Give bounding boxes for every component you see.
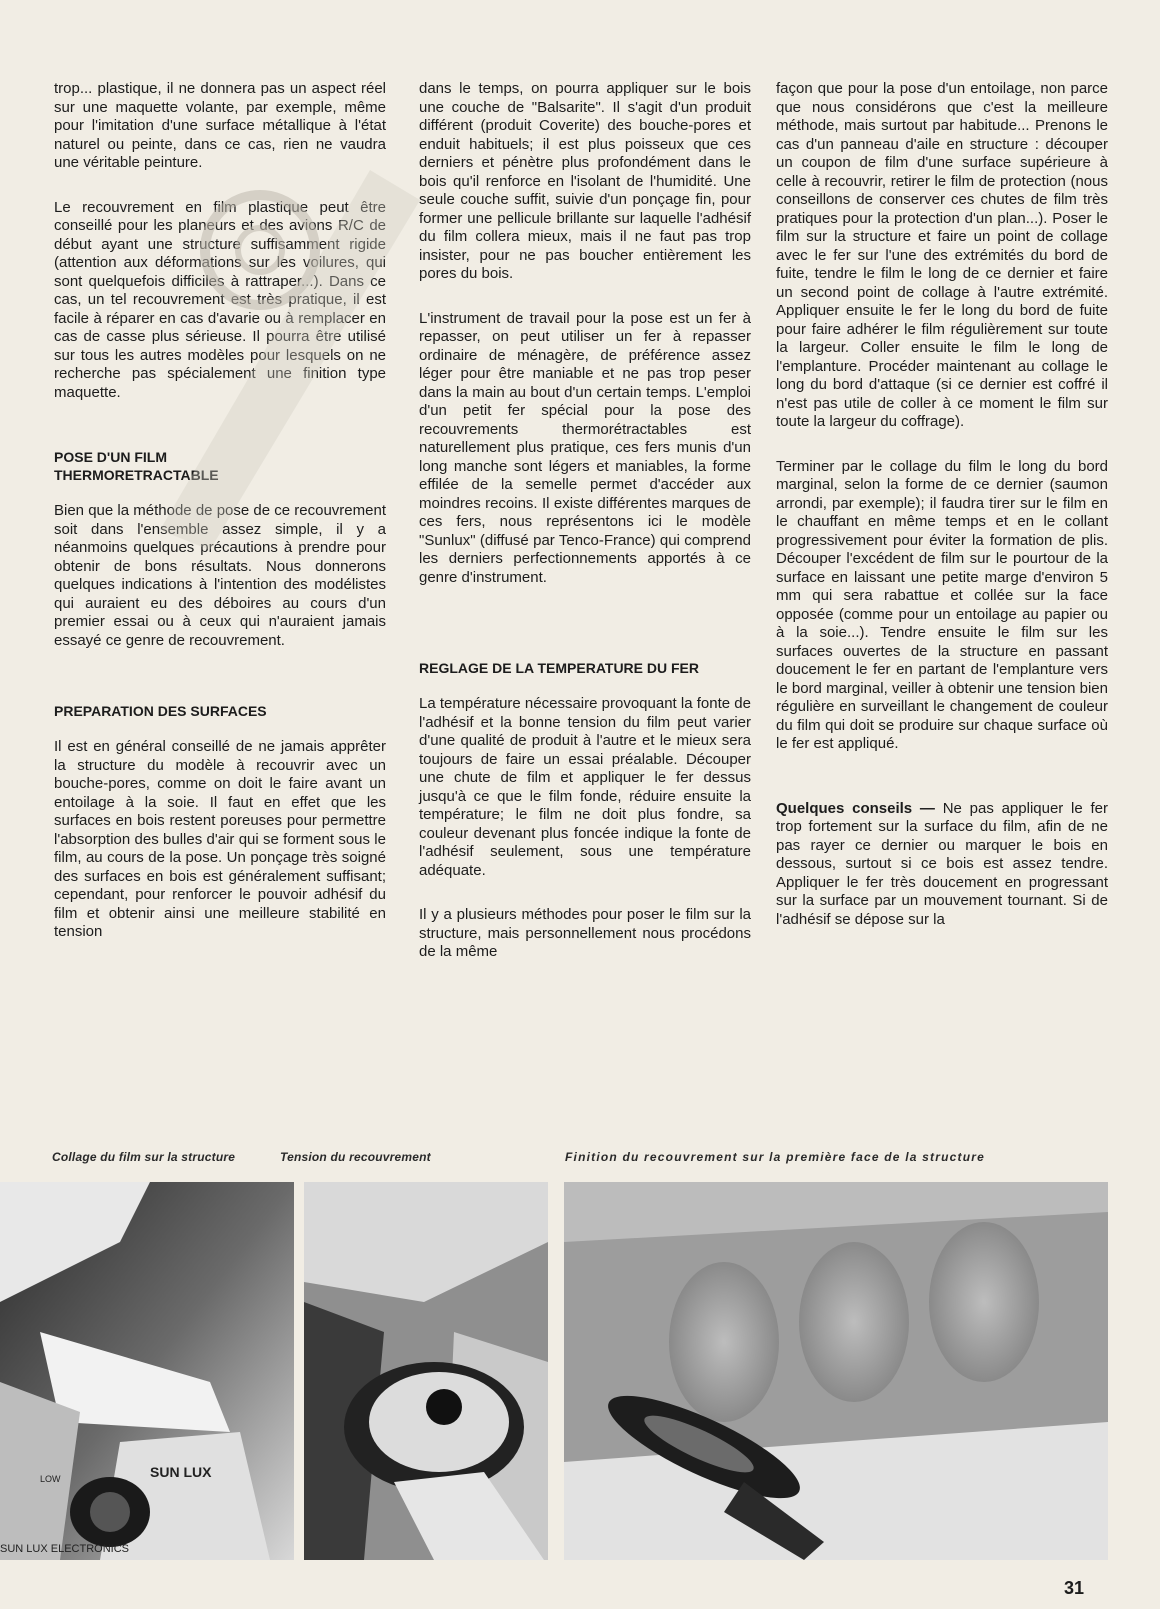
paragraph: dans le temps, on pourra appliquer sur le bois une couche de "Balsarite". Il s'agit d'un produit différent (produit Coverite) des bouche-pores et enduit habituels; il est plus poisseux que ces derniers et pénètre plus profondément dans le bois qu'il renforce en l'isolant de l'humidité. Une seule couche suffit, suivie d'un ponçage fin, pour former une pellicule brillante sur laquelle l'adhésif du film collera mieux, mais il ne faut pas trop insister, pour ne pas boucher entièrement les pores du bois. [419,80,751,282]
lead-in: Quelques conseils — [776,799,935,817]
photo-caption-3: Finition du recouvrement sur la première face de la structure [565,1150,985,1164]
section-heading: PREPARATION DES SURFACES [54,703,267,719]
paragraph: L'instrument de travail pour la pose est un fer à repasser, on peut utiliser un fer à repasser ordinaire de ménagère, de préférence assez léger pour être maniable et ne pas trop peser dans la main au bout d'un certain temps. L'emploi d'un petit fer spécial pour la pose des recouvrements thermorétractables est naturellement plus pratique, ces fers munis d'un long manche sont légers et maniables, la forme effilée de la semelle permet d'accéder aux moindres recoins. Il existe différentes marques de ces fers, nous représentons ici le modèle "Sunlux" (diffusé par Tenco-France) qui comprend les derniers perfectionnements apportés à ce genre d'instrument. [419,309,751,586]
text-column-2 [419,80,751,962]
text-column-1 [54,80,386,942]
photo-film-tension [304,1182,548,1560]
photo-caption-1: Collage du film sur la structure [52,1150,236,1164]
section-heading: POSE D'UN FILM THERMORETRACTABLE [54,449,219,483]
photo-finished-covering [564,1182,1108,1560]
paragraph: La température nécessaire provoquant la fonte de l'adhésif et la bonne tension du film peut varier d'une qualité de produit à l'autre et le mieux sera toujours de faire un essai préalable. Découper une chute de film et appliquer le fer dessus jusqu'à ce que le film fonde, réduire ensuite la température; le film ne doit plus fondre, sa couleur devenant plus foncée indique la fonte de l'adhésif seulement, sous une température adéquate. [419,695,751,879]
paragraph: Il est en général conseillé de ne jamais apprêter la structure du modèle à recouvrir avec un bouche-pores, comme on doit le faire avant un entoilage à la soie. Il faut en effet que les surfaces en bois restent poreuses pour permettre l'absorption des bulles d'air qui se forment sous le film, au cours de la pose. Un ponçage très soigné des surfaces en bois est généralement suffisant; cependant, pour renforcer le pouvoir adhésif du film et obtenir ainsi une meilleure stabilité en tension [54,738,386,940]
paragraph: Terminer par le collage du film le long du bord marginal, selon la forme de ce dernier (saumon arrondi, par exemple); il faudra tirer sur le film en le chauffant en même temps et en le collant progressivement pour éviter la formation de plis. Découper l'excédent de film sur le pourtour de la surface en laissant une petite marge d'environ 5 mm qui sera rabattue et collée sur la face opposée (comme pour un entoilage au papier ou à la soie...). Tendre ensuite le film sur les surfaces ouvertes de la structure en passant doucement le fer en partant de l'emplanture vers le bord marginal, veiller à obtenir une tension bien régulière en surveillant le changement de couleur du film qui doit se produire sur chaque surface où le fer est appliqué. [776,457,1108,752]
photo-caption-2: Tension du recouvrement [280,1150,431,1164]
paragraph: Bien que la méthode de pose de ce recouvrement soit dans l'ensemble assez simple, il y a néanmoins quelques précautions à prendre pour obtenir de bons résultats. Nous donnerons quelques indications à l'intention des modélistes qui auraient eu des déboires au cours d'un premier essai ou à ceux qui n'auraient jamais essayé ce genre de recouvrement. [54,502,386,649]
page-number: 31 [1064,1578,1085,1598]
paragraph: façon que pour la pose d'un entoilage, non parce que nous considérons que c'est la meilleure méthode, mais surtout par habitude... Prenons le cas d'un panneau d'aile en structure : découper un coupon de film d'une surface supérieure à celle à recouvrir, retirer le film de protection (nous conseillons de conserver ces chutes de film très pratiques pour la protection d'un plan...). Poser le film sur la structure et faire un point de collage avec le fer sur l'une des extrémités du bord de fuite, tendre le film le long de ce dernier et faire un second point de collage à l'autre extrémité. Appliquer ensuite le fer le long du bord de fuite pour faire adhérer le film régulièrement sur toute la largeur. Coller ensuite le film le long de l'emplanture. Procéder maintenant au collage le long du bord d'attaque (si ce dernier est coffré il n'est pas utile de coller à ce moment le film sur toute la largeur du coffrage). [776,80,1108,430]
iron-label: SUN LUX [150,1464,212,1480]
paragraph: Le recouvrement en film plastique peut être conseillé pour les planeurs et des avions R/C de début ayant une structure suffisamment rigide (attention aux déformations sur les voilures, qui sont quelquefois difficiles à rattraper...). Dans ce cas, un tel recouvrement est très pratique, il est facile à réparer en cas d'avarie ou à remplacer en cas de casse plus sérieuse. Il pourra être utilisé sur tous les autres modèles pour lesquels on ne recherche pas spécialement une finition type maquette. [54,198,386,401]
paragraph: trop... plastique, il ne donnera pas un aspect réel sur une maquette volante, par exemple, même pour l'imitation d'une surface métallique à l'état naturel ou peinte, dans ce cas, rien ne vaudra une véritable peinture. [54,80,386,171]
paragraph [776,800,1108,930]
iron-dial-label: LOW [40,1474,61,1484]
photo-iron-on-structure [0,1182,294,1560]
paragraph: Il y a plusieurs méthodes pour poser le film sur la structure, mais personnellement nous procédons de la même [419,906,751,960]
text-column-3 [776,80,1108,929]
paragraph-text: Ne pas appliquer le fer trop fortement sur la surface du film, afin de ne pas rayer ce dernier ou marquer le bois en dessous, surtout si ce bois est assez tendre. Appliquer le fer très doucement en progressant sur la surface par un mouvement tournant. Si de l'adhésif se dépose sur la [776,799,1109,928]
iron-brand-label: SUN LUX ELECTRONICS [0,1543,129,1555]
section-heading: REGLAGE DE LA TEMPERATURE DU FER [419,660,700,676]
